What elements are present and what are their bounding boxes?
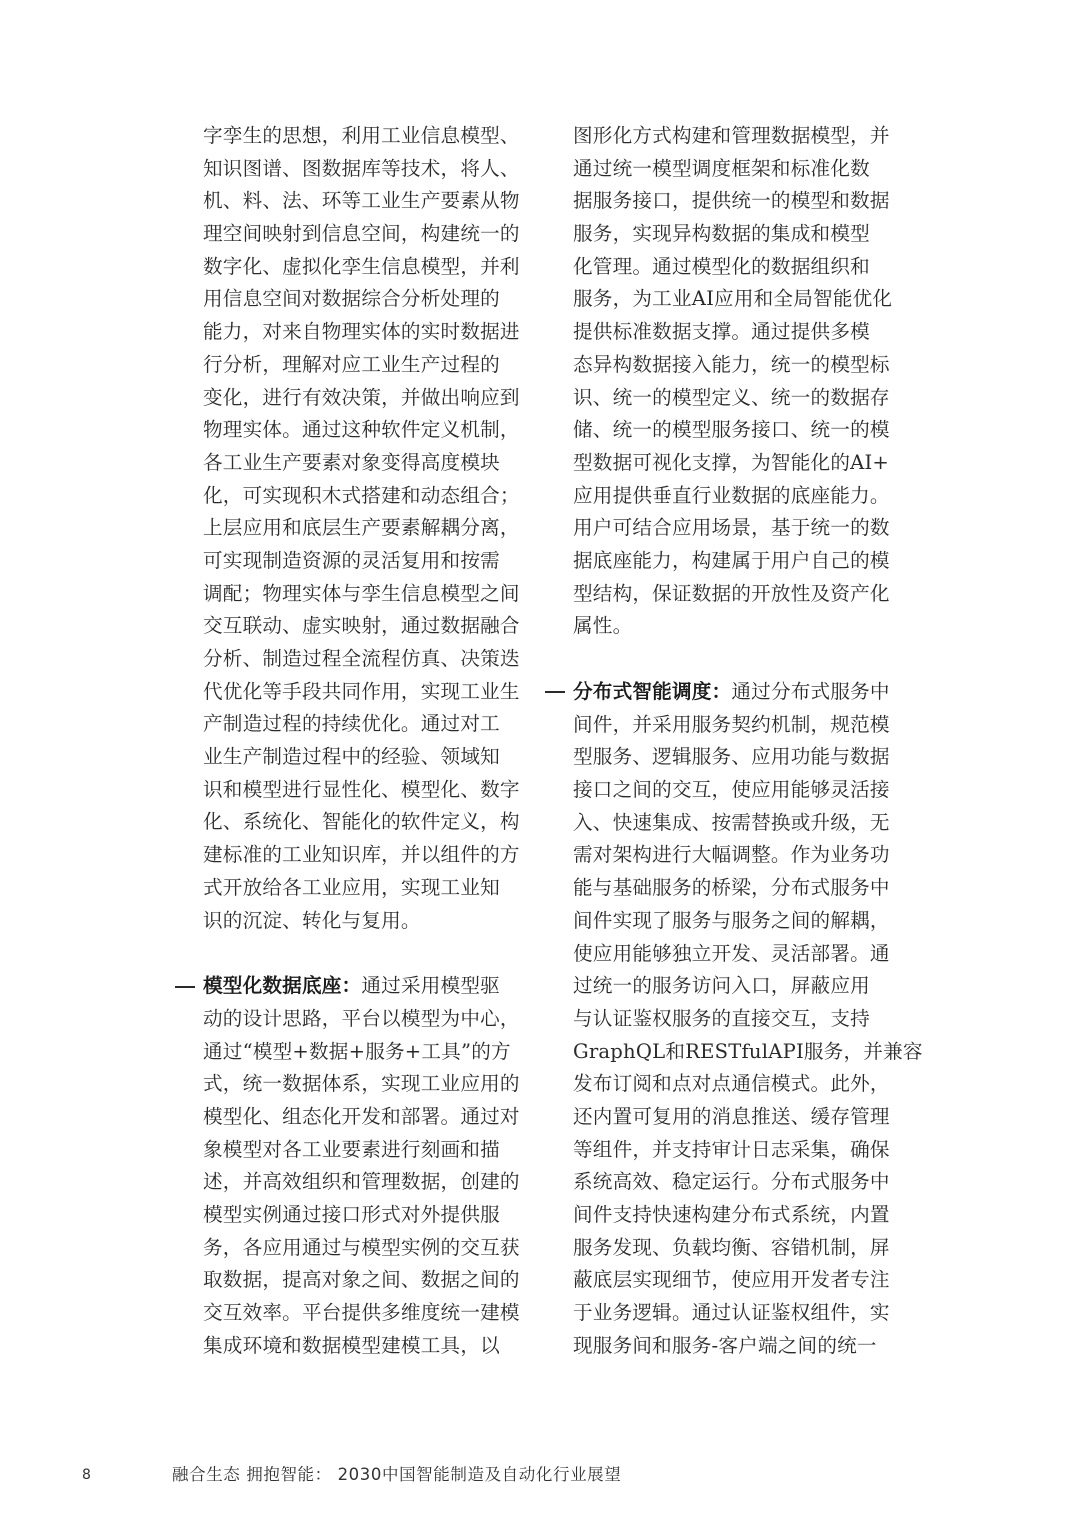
text-line: 代优化等手段共同作用，实现工业生 [203, 679, 520, 703]
text-line: 据底座能力，构建属于用户自己的模 [573, 548, 890, 572]
text-line: 知识图谱、图数据库等技术，将人、 [203, 156, 520, 180]
text-line: 通过“模型+数据+服务+工具”的方 [203, 1039, 511, 1063]
text-line: 蔽底层实现细节，使应用开发者专注 [573, 1268, 890, 1292]
text-line: 与认证鉴权服务的直接交互，支持 [573, 1006, 870, 1030]
text-line: 各工业生产要素对象变得高度模块 [203, 450, 500, 474]
text-line: 可实现制造资源的灵活复用和按需 [203, 548, 500, 572]
text-line: 需对架构进行大幅调整。作为业务功 [573, 843, 890, 867]
text-line: 服务，为工业AI应用和全局智能优化 [573, 287, 893, 311]
paragraph-gap [203, 937, 531, 970]
text-line: 发布订阅和点对点通信模式。此外， [573, 1072, 890, 1096]
right-column [573, 120, 923, 1362]
text-line: 务，各应用通过与模型实例的交互获 [203, 1235, 520, 1259]
text-line: 化、系统化、智能化的软件定义，构 [203, 810, 520, 834]
text-line: 模型实例通过接口形式对外提供服 [203, 1203, 500, 1226]
text-line: 交互联动、虚实映射，通过数据融合 [203, 614, 520, 638]
text-line: 应用提供垂直行业数据的底座能力。 [573, 483, 890, 507]
text-line: 现服务间和服务-客户端之间的统一 [573, 1333, 877, 1357]
text-line: 使应用能够独立开发、灵活部署。通 [573, 941, 890, 965]
text-line: 图形化方式构建和管理数据模型，并 [573, 124, 890, 147]
text-line: 系统高效、稳定运行。分布式服务中 [573, 1170, 890, 1194]
left-column [203, 120, 531, 1362]
text-line: 于业务逻辑。通过认证鉴权组件，实 [573, 1301, 890, 1325]
text-line: 用信息空间对数据综合分析处理的 [203, 287, 500, 311]
text-line: 型服务、逻辑服务、应用功能与数据 [573, 745, 890, 769]
text-line: 理空间映射到信息空间，构建统一的 [203, 222, 520, 246]
text-line: 等组件，并支持审计日志采集，确保 [573, 1137, 890, 1161]
text-line: 数字化、虚拟化孪生信息模型，并利 [203, 254, 520, 278]
text-line: 间件实现了服务与服务之间的解耦， [573, 908, 890, 932]
text-line: 分析、制造过程全流程仿真、决策迭 [203, 647, 520, 670]
text-line: 识的沉淀、转化与复用。 [203, 908, 421, 932]
text-line: 模型化、组态化开发和部署。通过对 [203, 1104, 520, 1128]
text-line: 上层应用和底层生产要素解耦分离， [203, 516, 520, 540]
text-line: 式开放给各工业应用，实现工业知 [203, 875, 500, 899]
text-line: 取数据，提高对象之间、数据之间的 [203, 1268, 520, 1292]
bullet-first-line-text: 通过分布式服务中 [731, 680, 890, 703]
bullet-first-line [573, 676, 901, 709]
text-line: 态异构数据接入能力，统一的模型标 [573, 352, 890, 376]
text-line: 还内置可复用的消息推送、缓存管理 [573, 1104, 890, 1128]
text-line: 式，统一数据体系，实现工业应用的 [203, 1072, 520, 1096]
text-line: 储、统一的模型服务接口、统一的模 [573, 418, 890, 442]
text-line: 据服务接口，提供统一的模型和数据 [573, 189, 890, 213]
text-line: 过统一的服务访问入口，屏蔽应用 [573, 974, 870, 998]
text-line: 化，可实现积木式搭建和动态组合； [203, 483, 520, 507]
text-line: 通过统一模型调度框架和标准化数 [573, 156, 870, 180]
bullet-first-line [203, 970, 531, 1003]
dash-bullet-icon [545, 676, 567, 709]
text-line: 识和模型进行显性化、模型化、数字 [203, 777, 520, 801]
text-line: 字孪生的思想，利用工业信息模型、 [203, 124, 520, 147]
text-line: 交互效率。平台提供多维度统一建模 [203, 1301, 520, 1325]
text-line: 变化，进行有效决策，并做出响应到 [203, 385, 520, 409]
text-line: 间件支持快速构建分布式系统，内置 [573, 1203, 890, 1226]
text-line: 用户可结合应用场景，基于统一的数 [573, 516, 890, 540]
text-line: 产制造过程的持续优化。通过对工 [203, 712, 500, 736]
bullet-term: 模型化数据底座： [203, 974, 362, 998]
text-line: 型结构，保证数据的开放性及资产化 [573, 581, 890, 605]
paragraph-gap [573, 643, 901, 676]
page-number: 8 [82, 1467, 91, 1483]
text-line: 建标准的工业知识库，并以组件的方 [203, 843, 520, 867]
text-line: 述，并高效组织和管理数据，创建的 [203, 1170, 520, 1194]
text-line: GraphQL和RESTfulAPI服务，并兼容 [573, 1039, 923, 1063]
text-line: 象模型对各工业要素进行刻画和描 [203, 1137, 500, 1161]
text-line: 机、料、法、环等工业生产要素从物 [203, 189, 520, 213]
text-line: 集成环境和数据模型建模工具，以 [203, 1333, 500, 1357]
text-line: 服务，实现异构数据的集成和模型 [573, 222, 870, 246]
text-line: 型数据可视化支撑，为智能化的AI+ [573, 450, 890, 474]
text-line: 接口之间的交互，使应用能够灵活接 [573, 778, 890, 802]
text-line: 能力，对来自物理实体的实时数据进 [203, 320, 520, 344]
bullet-term: 分布式智能调度： [573, 680, 732, 703]
text-line: 行分析，理解对应工业生产过程的 [203, 352, 500, 376]
text-line: 调配；物理实体与孪生信息模型之间 [203, 581, 520, 605]
text-line: 提供标准数据支撑。通过提供多模 [573, 320, 870, 344]
text-line: 化管理。通过模型化的数据组织和 [573, 254, 870, 278]
paragraph-data-model-continued [573, 120, 901, 643]
text-line: 业生产制造过程中的经验、领域知 [203, 745, 500, 769]
dash-bullet-icon [175, 970, 197, 1003]
text-line: 属性。 [573, 614, 633, 638]
text-line: 识、统一的模型定义、统一的数据存 [573, 385, 890, 409]
text-line: 入、快速集成、按需替换或升级，无 [573, 810, 890, 834]
text-line: 间件，并采用服务契约机制，规范模 [573, 712, 890, 736]
bullet-distributed-scheduling [573, 676, 923, 1362]
paragraph-digital-twin [203, 120, 531, 937]
page-footer [0, 1464, 1080, 1494]
text-line: 物理实体。通过这种软件定义机制， [203, 418, 520, 442]
text-line: 服务发现、负载均衡、容错机制，屏 [573, 1235, 890, 1259]
bullet-first-line-text: 通过采用模型驱 [361, 974, 500, 998]
bullet-model-data-foundation [203, 970, 531, 1362]
footer-title: 融合生态 拥抱智能： 2030中国智能制造及自动化行业展望 [172, 1465, 622, 1484]
text-line: 能与基础服务的桥梁，分布式服务中 [573, 876, 890, 900]
text-line: 动的设计思路，平台以模型为中心， [203, 1006, 520, 1030]
